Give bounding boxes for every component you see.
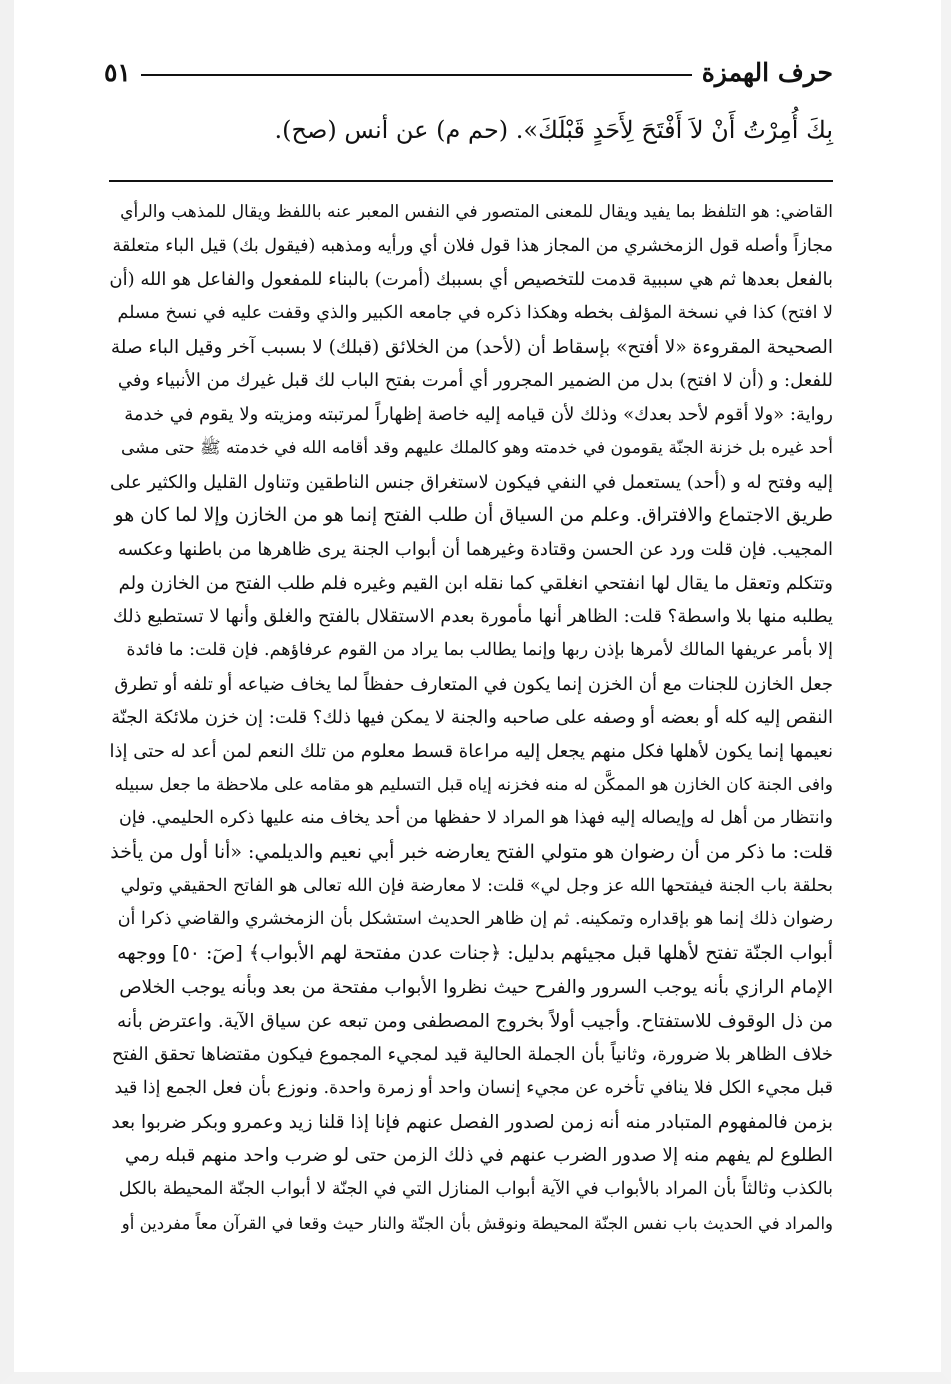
commentary-line: بزمن فالمفهوم المتبادر منه أنه زمن لصدور الفصل عنهم فإنا إذا قلنا زيد وعمرو وبكر ضربوا بعد xyxy=(111,1111,833,1133)
commentary-line: خلاف الظاهر بلا ضرورة، وثانياً بأن الجملة الحالية قيد لمجيء المجموع فيكون مقتضاها تحقق الفتح xyxy=(111,1044,833,1066)
commentary-line: رضوان ذلك إنما هو بإقداره وتمكينه. ثم إن ظاهر الحديث استشكل بأن الزمخشري والقاضي ذكرا أن xyxy=(117,909,833,930)
header-rule xyxy=(141,74,692,76)
commentary-line: مجازاً وأصله قول الزمخشري من المجاز هذا قول فلان أي ورأيه ومذهبه (فيقول بك) قيل الباء متعلقة xyxy=(112,235,833,256)
page-number: ٥١ xyxy=(104,57,131,87)
commentary-line: بحلقة باب الجنة فيفتحها الله عز وجل لي» قلت: لا معارضة فإن الله تعالى هو الفاتح الحقيقي وتولي xyxy=(120,875,833,896)
commentary-line: المجيب. فإن قلت ورد عن الحسن وقتادة وغيرهما أن أبواب الجنة يرى ظاهرها من باطنها وعكسه xyxy=(117,538,833,560)
chapter-title: حرف الهمزة xyxy=(701,57,833,87)
commentary-line: رواية: «ولا أقوم لأحد بعدك» وذلك لأن قيامه إليه خاصة إظهاراً لمرتبته ومزيته ولا يقوم في خدمة xyxy=(124,404,833,426)
commentary-line: إليه وفتح له و (أحد) يستعمل في النفي فيكون لاستغراق جنس الناطقين وتناول القليل والكثير على xyxy=(110,471,833,493)
commentary-line: والمراد في الحديث باب نفس الجنّة المحيطة ونوقش بأن الجنّة والنار حيث وقعا في القرآن معاً مفردين أو xyxy=(121,1213,833,1233)
footnote-divider xyxy=(109,180,833,182)
commentary-line: أحد غيره بل خزنة الجنّة يقومون في خدمته وهو كالملك عليهم وقد أقامه الله في خدمته ﷺ حتى مشى xyxy=(120,437,833,458)
commentary-line: قبل مجيء الكل فلا ينافي تأخره عن مجيء إنسان واحد أو زمرة واحدة. ونوزع بأن فعل الجمع إذا قيد xyxy=(114,1077,833,1098)
commentary-line: الإمام الرازي بأنه يوجب السرور والفرح حيث نظروا الأبواب مفتحة من بعد وبأنه يوجب الخلاص xyxy=(119,976,833,998)
commentary-line: إلا بأمر عريفها المالك لأمرها بإذن ربها وإنما يطالب بما يراد من القوم عرفاؤهم. فإن قلت: ما فائدة xyxy=(126,639,833,660)
commentary-line: القاضي: هو التلفظ بما يفيد ويقال للمعنى المتصور في النفس المعبر عنه باللفظ ويقال للمذهب والرأي xyxy=(120,202,833,222)
commentary-line: من ذل الوقوف للاستفتاح. وأجيب أولاً بخروج المصطفى ومن تبعه عن سياق الآية. واعترض بأنه xyxy=(116,1010,833,1032)
commentary-body xyxy=(109,196,833,1240)
commentary-line: بالفعل بعدها ثم هي سببية قدمت للتخصيص أي بسببك (أمرت) بالبناء للمفعول والفاعل هو الله (أن xyxy=(109,269,833,291)
commentary-line: الصحيحة المقروءة «لا أفتح» بإسقاط أن (لأحد) من الخلائق (قبلك) لا بسبب آخر وقيل الباء صلة xyxy=(110,336,833,358)
commentary-line: طريق الاجتماع والافتراق. وعلم من السياق أن طلب الفتح إنما هو من الخازن وإلا لما كان هو xyxy=(114,504,833,527)
commentary-line: وانتظار من أهل له وإيصاله إليه فهذا هو المراد لا حفظها من أحد يخاف منه عليها ذكره الحليمي. فإن xyxy=(118,808,833,829)
commentary-line: النقص إليه كله أو بعضه أو وصفه على صاحبه والجنة لا يمكن فيها ذلك؟ قلت: إن خزن ملائكة الجنّة xyxy=(111,707,833,729)
hadith-text: بِكَ أُمِرْتُ أَنْ لاَ أَفْتَحَ لِأَحَدٍ قَبْلَكَ». (حم م) عن أنس (صح). xyxy=(274,116,833,144)
commentary-line: يطلبه منها بلا واسطة؟ قلت: الظاهر أنها مأمورة بعدم الاستقلال بالفتح والغلق وأنها لا تستطيع ذلك xyxy=(112,606,833,628)
commentary-line: الطلوع لم يفهم منه إلا صدور الضرب عنهم في ذلك الزمن حتى لو ضرب واحد منهم قبله رمي xyxy=(124,1145,833,1167)
page-header xyxy=(104,52,833,92)
commentary-line: نعيمها إنما يكون لأهلها فكل منهم يجعل إليه مراعاة قسط معلوم من تلك النعم لمن أعد له حتى إذا xyxy=(109,741,833,762)
commentary-line: أبواب الجنّة تفتح لأهلها قبل مجيئهم بدليل: ﴿جنات عدن مفتحة لهم الأبواب﴾ [صٓ: ٥٠] ووجهه xyxy=(117,942,833,965)
commentary-line: وتتكلم وتعقل ما يقال لها انفتحي انغلقي كما نقله ابن القيم وغيره فلم طلب الفتح من الخازن ولم xyxy=(118,572,833,594)
commentary-line: لا افتح) كذا في نسخة المؤلف بخطه وهكذا ذكره في جامعه الكبير والذي وقفت عليه في نسخ مسلم xyxy=(117,303,833,324)
commentary-line: للفعل: و (أن لا افتح) بدل من الضمير المجرور أي أمرت بفتح الباب لك قبل غيرك من الأنبياء وفي xyxy=(117,370,833,392)
commentary-line: بالكذب وثالثاً بأن المراد بالأبواب في الآية أبواب المنازل التي في الجنّة لا أبواب الجنّة المحيطة بالكل xyxy=(118,1178,833,1199)
commentary-line: قلت: ما ذكر من أن رضوان هو متولي الفتح يعارضه خبر أبي نعيم والديلمي: «أنا أول من يأخذ xyxy=(110,841,833,864)
commentary-line: جعل الخازن للجنات مع أن الخزن إنما يكون في المتعارف حفظاً لما يخاف ضياعه أو تلفه أو تطرق xyxy=(114,673,833,695)
commentary-line: وافى الجنة كان الخازن هو الممكَّن له منه فخزنه إياه قبل التسليم هو مقامه على ملاحظة ما جعل سبيله xyxy=(114,774,833,795)
